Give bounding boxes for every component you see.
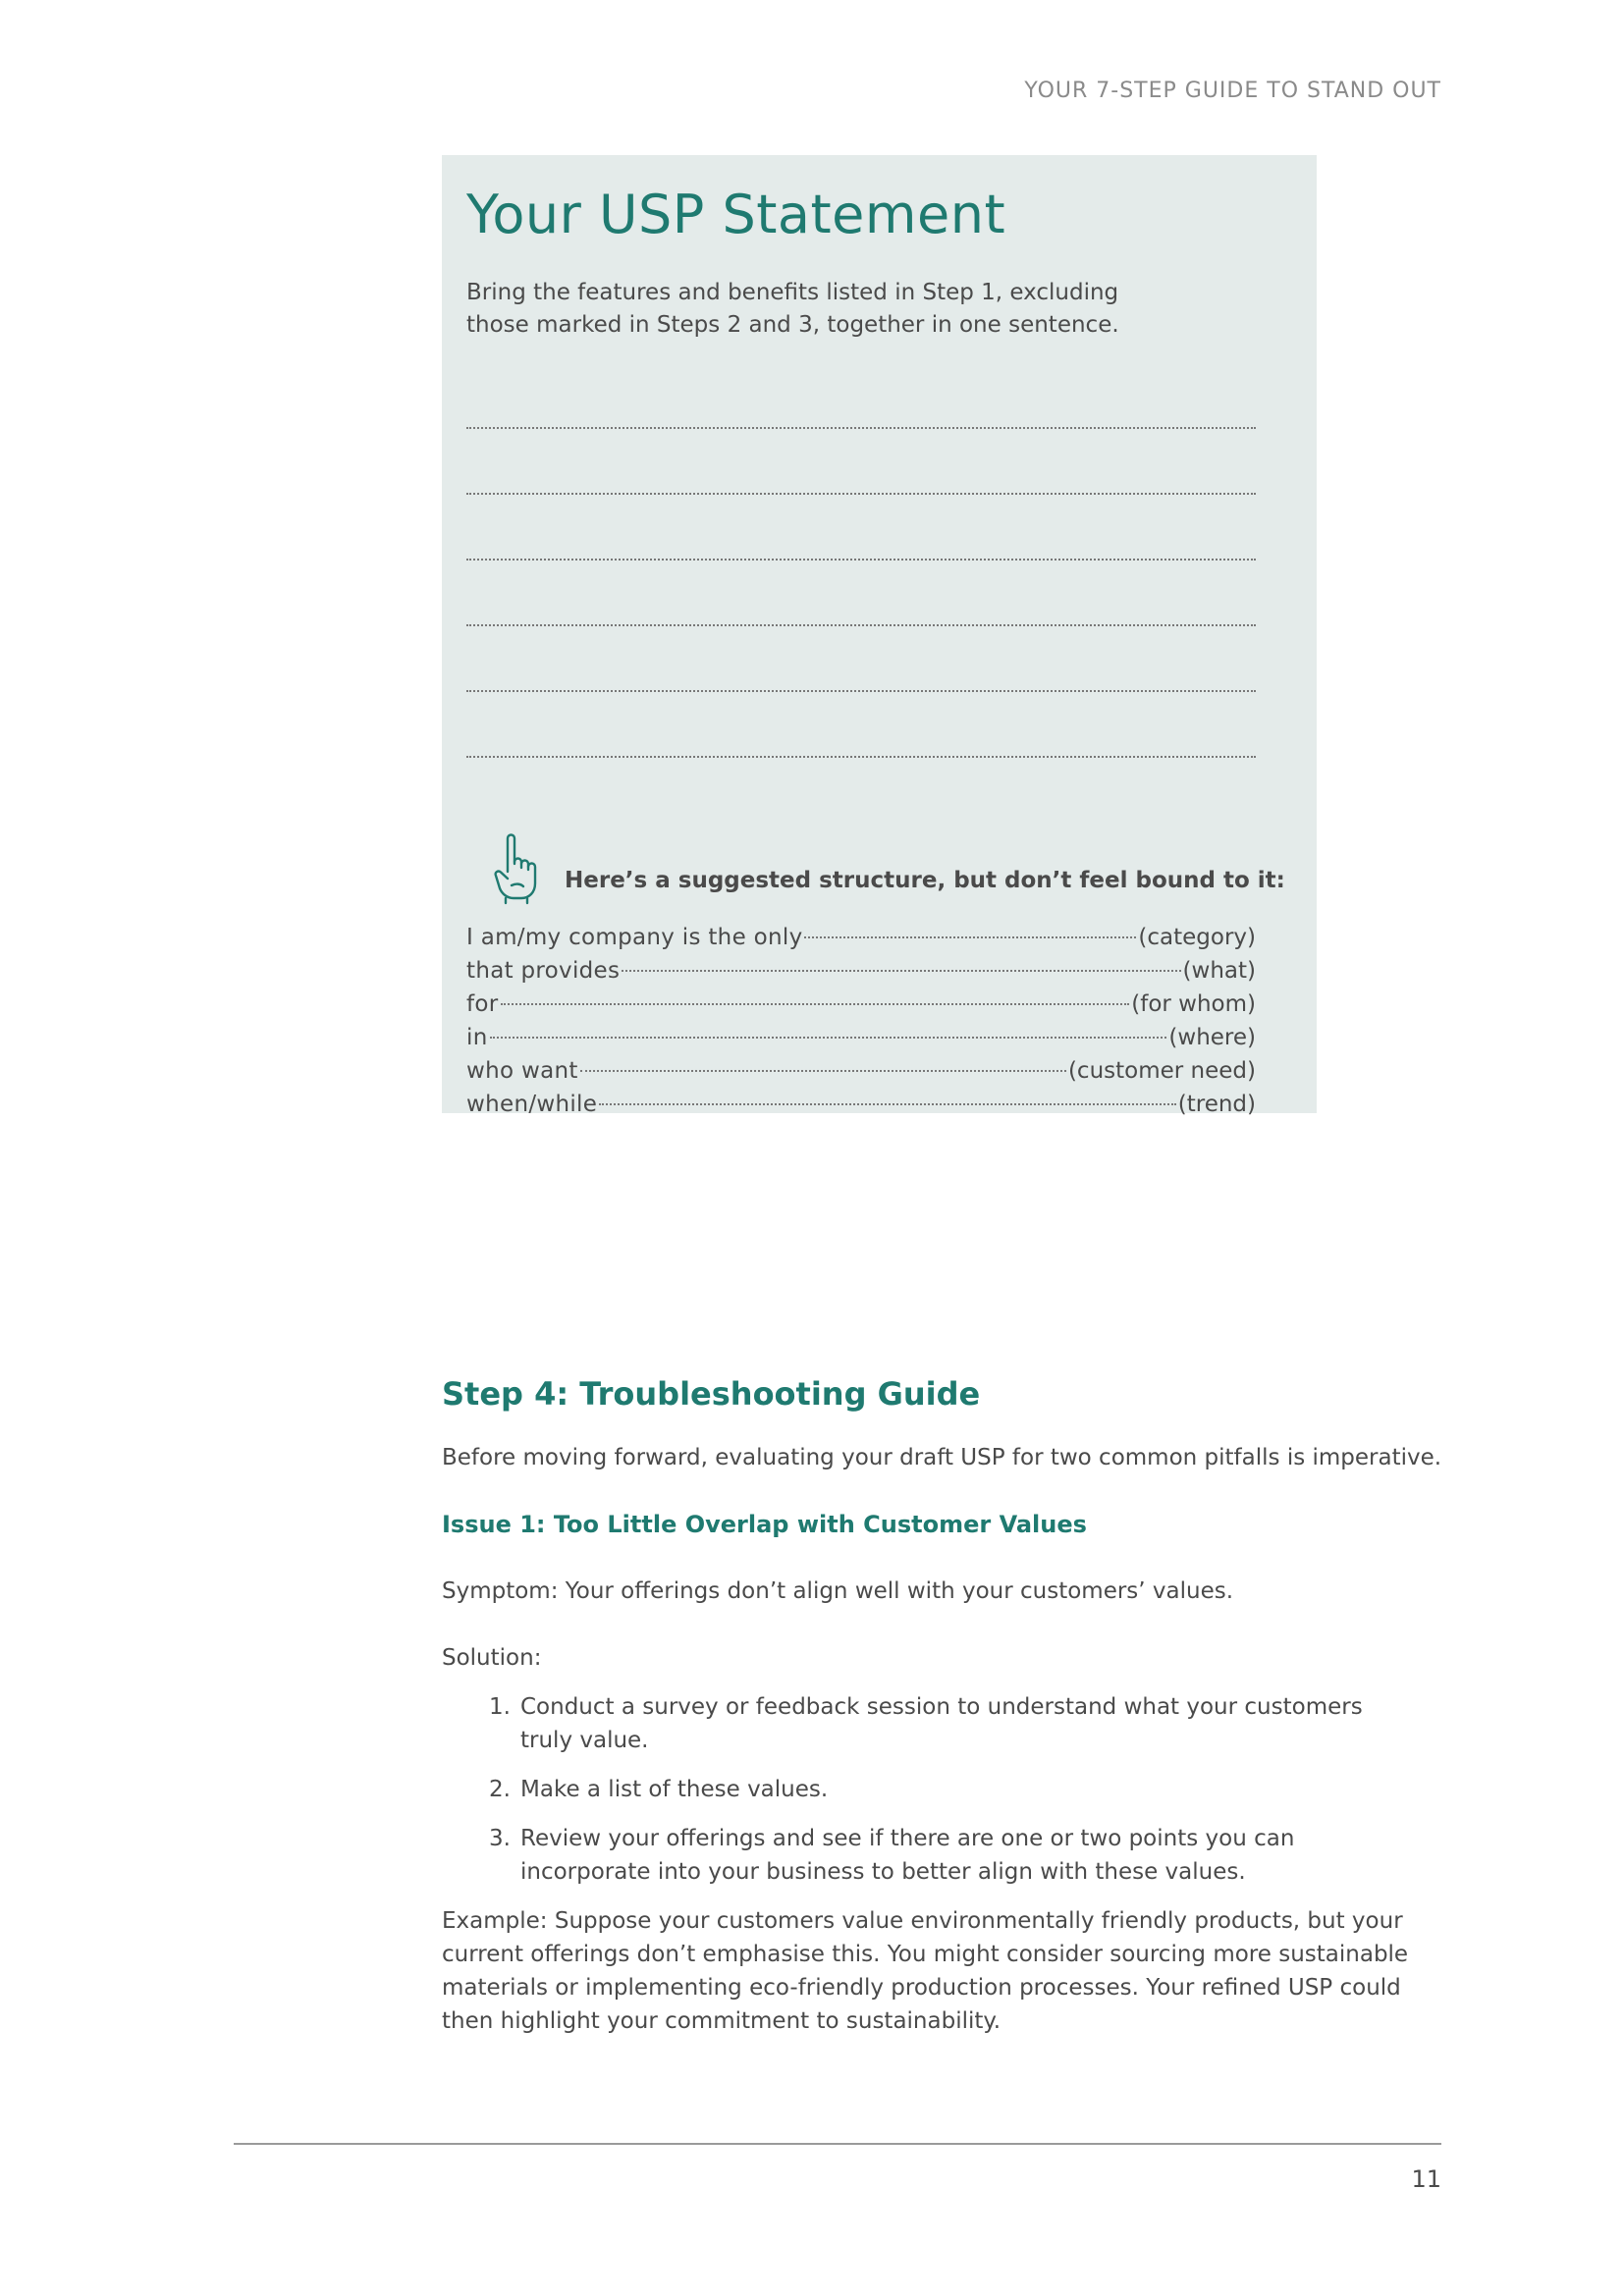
list-item bbox=[442, 1773, 1443, 1806]
step4-section bbox=[442, 1374, 1443, 2038]
structure-lead: that provides bbox=[466, 958, 621, 985]
structure-row-for-whom bbox=[466, 988, 1256, 1021]
list-item bbox=[442, 1690, 1443, 1757]
usp-statement-box bbox=[442, 155, 1317, 1118]
list-number: 2. bbox=[489, 1776, 511, 1802]
running-header: YOUR 7-STEP GUIDE TO STAND OUT bbox=[1024, 79, 1441, 103]
structure-tail: (for whom) bbox=[1131, 991, 1256, 1018]
fill-in-dots[interactable] bbox=[804, 936, 1136, 938]
structure-tail: (what) bbox=[1182, 958, 1256, 985]
step4-heading: Step 4: Troubleshooting Guide bbox=[442, 1375, 981, 1413]
writing-line[interactable] bbox=[466, 429, 1256, 495]
list-text: Conduct a survey or feedback session to understand what your customers truly value. bbox=[520, 1693, 1363, 1753]
list-number: 1. bbox=[489, 1693, 511, 1720]
list-item bbox=[442, 1822, 1443, 1889]
structure-row-trend bbox=[466, 1088, 1256, 1121]
structure-tail: (category) bbox=[1138, 925, 1256, 951]
usp-structure-template bbox=[466, 921, 1256, 1121]
structure-row-category bbox=[466, 921, 1256, 954]
fill-in-dots[interactable] bbox=[622, 970, 1180, 972]
pointing-hand-icon bbox=[490, 832, 539, 905]
writing-line[interactable] bbox=[466, 363, 1256, 429]
writing-line[interactable] bbox=[466, 626, 1256, 692]
structure-lead: when/while bbox=[466, 1092, 598, 1118]
structure-lead: who want bbox=[466, 1058, 578, 1085]
issue1-symptom: Symptom: Your offerings don’t align well with your customers’ values. bbox=[442, 1577, 1234, 1604]
step4-intro: Before moving forward, evaluating your draft USP for two common pitfalls is imperative. bbox=[442, 1444, 1442, 1470]
structure-hint-text: Here’s a suggested structure, but don’t feel bound to it: bbox=[565, 868, 1285, 894]
writing-line[interactable] bbox=[466, 561, 1256, 626]
fill-in-dots[interactable] bbox=[580, 1070, 1066, 1072]
solution-steps bbox=[442, 1690, 1443, 1889]
fill-in-dots[interactable] bbox=[599, 1103, 1176, 1105]
page-number: 11 bbox=[1411, 2165, 1441, 2193]
fill-in-dots[interactable] bbox=[501, 1003, 1130, 1005]
fill-in-dots[interactable] bbox=[490, 1037, 1167, 1039]
issue1-solution-label: Solution: bbox=[442, 1644, 542, 1671]
structure-lead: in bbox=[466, 1025, 488, 1051]
usp-writing-lines bbox=[466, 363, 1256, 758]
structure-lead: I am/my company is the only bbox=[466, 925, 803, 951]
structure-lead: for bbox=[466, 991, 499, 1018]
structure-tail: (customer need) bbox=[1067, 1058, 1256, 1085]
writing-line[interactable] bbox=[466, 495, 1256, 561]
usp-intro: Bring the features and benefits listed in Step 1, excluding those marked in Steps 2 and 3, together in one sentence. bbox=[466, 280, 1119, 339]
issue1-example: Example: Suppose your customers value environmentally friendly products, but your current offerings don’t emphasise this. You might consider sourcing more sustainable materials or implementing eco-friendly production processes. Your refined USP could then highlight your commitment to sustainability. bbox=[442, 1907, 1409, 2034]
list-number: 3. bbox=[489, 1825, 511, 1851]
structure-row-customer-need bbox=[466, 1054, 1256, 1088]
writing-line[interactable] bbox=[466, 692, 1256, 758]
structure-row-what bbox=[466, 954, 1256, 988]
usp-title: Your USP Statement bbox=[466, 184, 1006, 245]
list-text: Make a list of these values. bbox=[520, 1776, 829, 1802]
structure-tail: (trend) bbox=[1177, 1092, 1256, 1118]
list-text: Review your offerings and see if there are one or two points you can incorporate into your business to better align with these values. bbox=[520, 1825, 1295, 1885]
issue1-heading: Issue 1: Too Little Overlap with Customer Values bbox=[442, 1510, 1087, 1538]
structure-row-where bbox=[466, 1021, 1256, 1054]
footer-divider bbox=[234, 2143, 1441, 2145]
structure-hint bbox=[466, 832, 1285, 905]
structure-tail: (where) bbox=[1168, 1025, 1256, 1051]
